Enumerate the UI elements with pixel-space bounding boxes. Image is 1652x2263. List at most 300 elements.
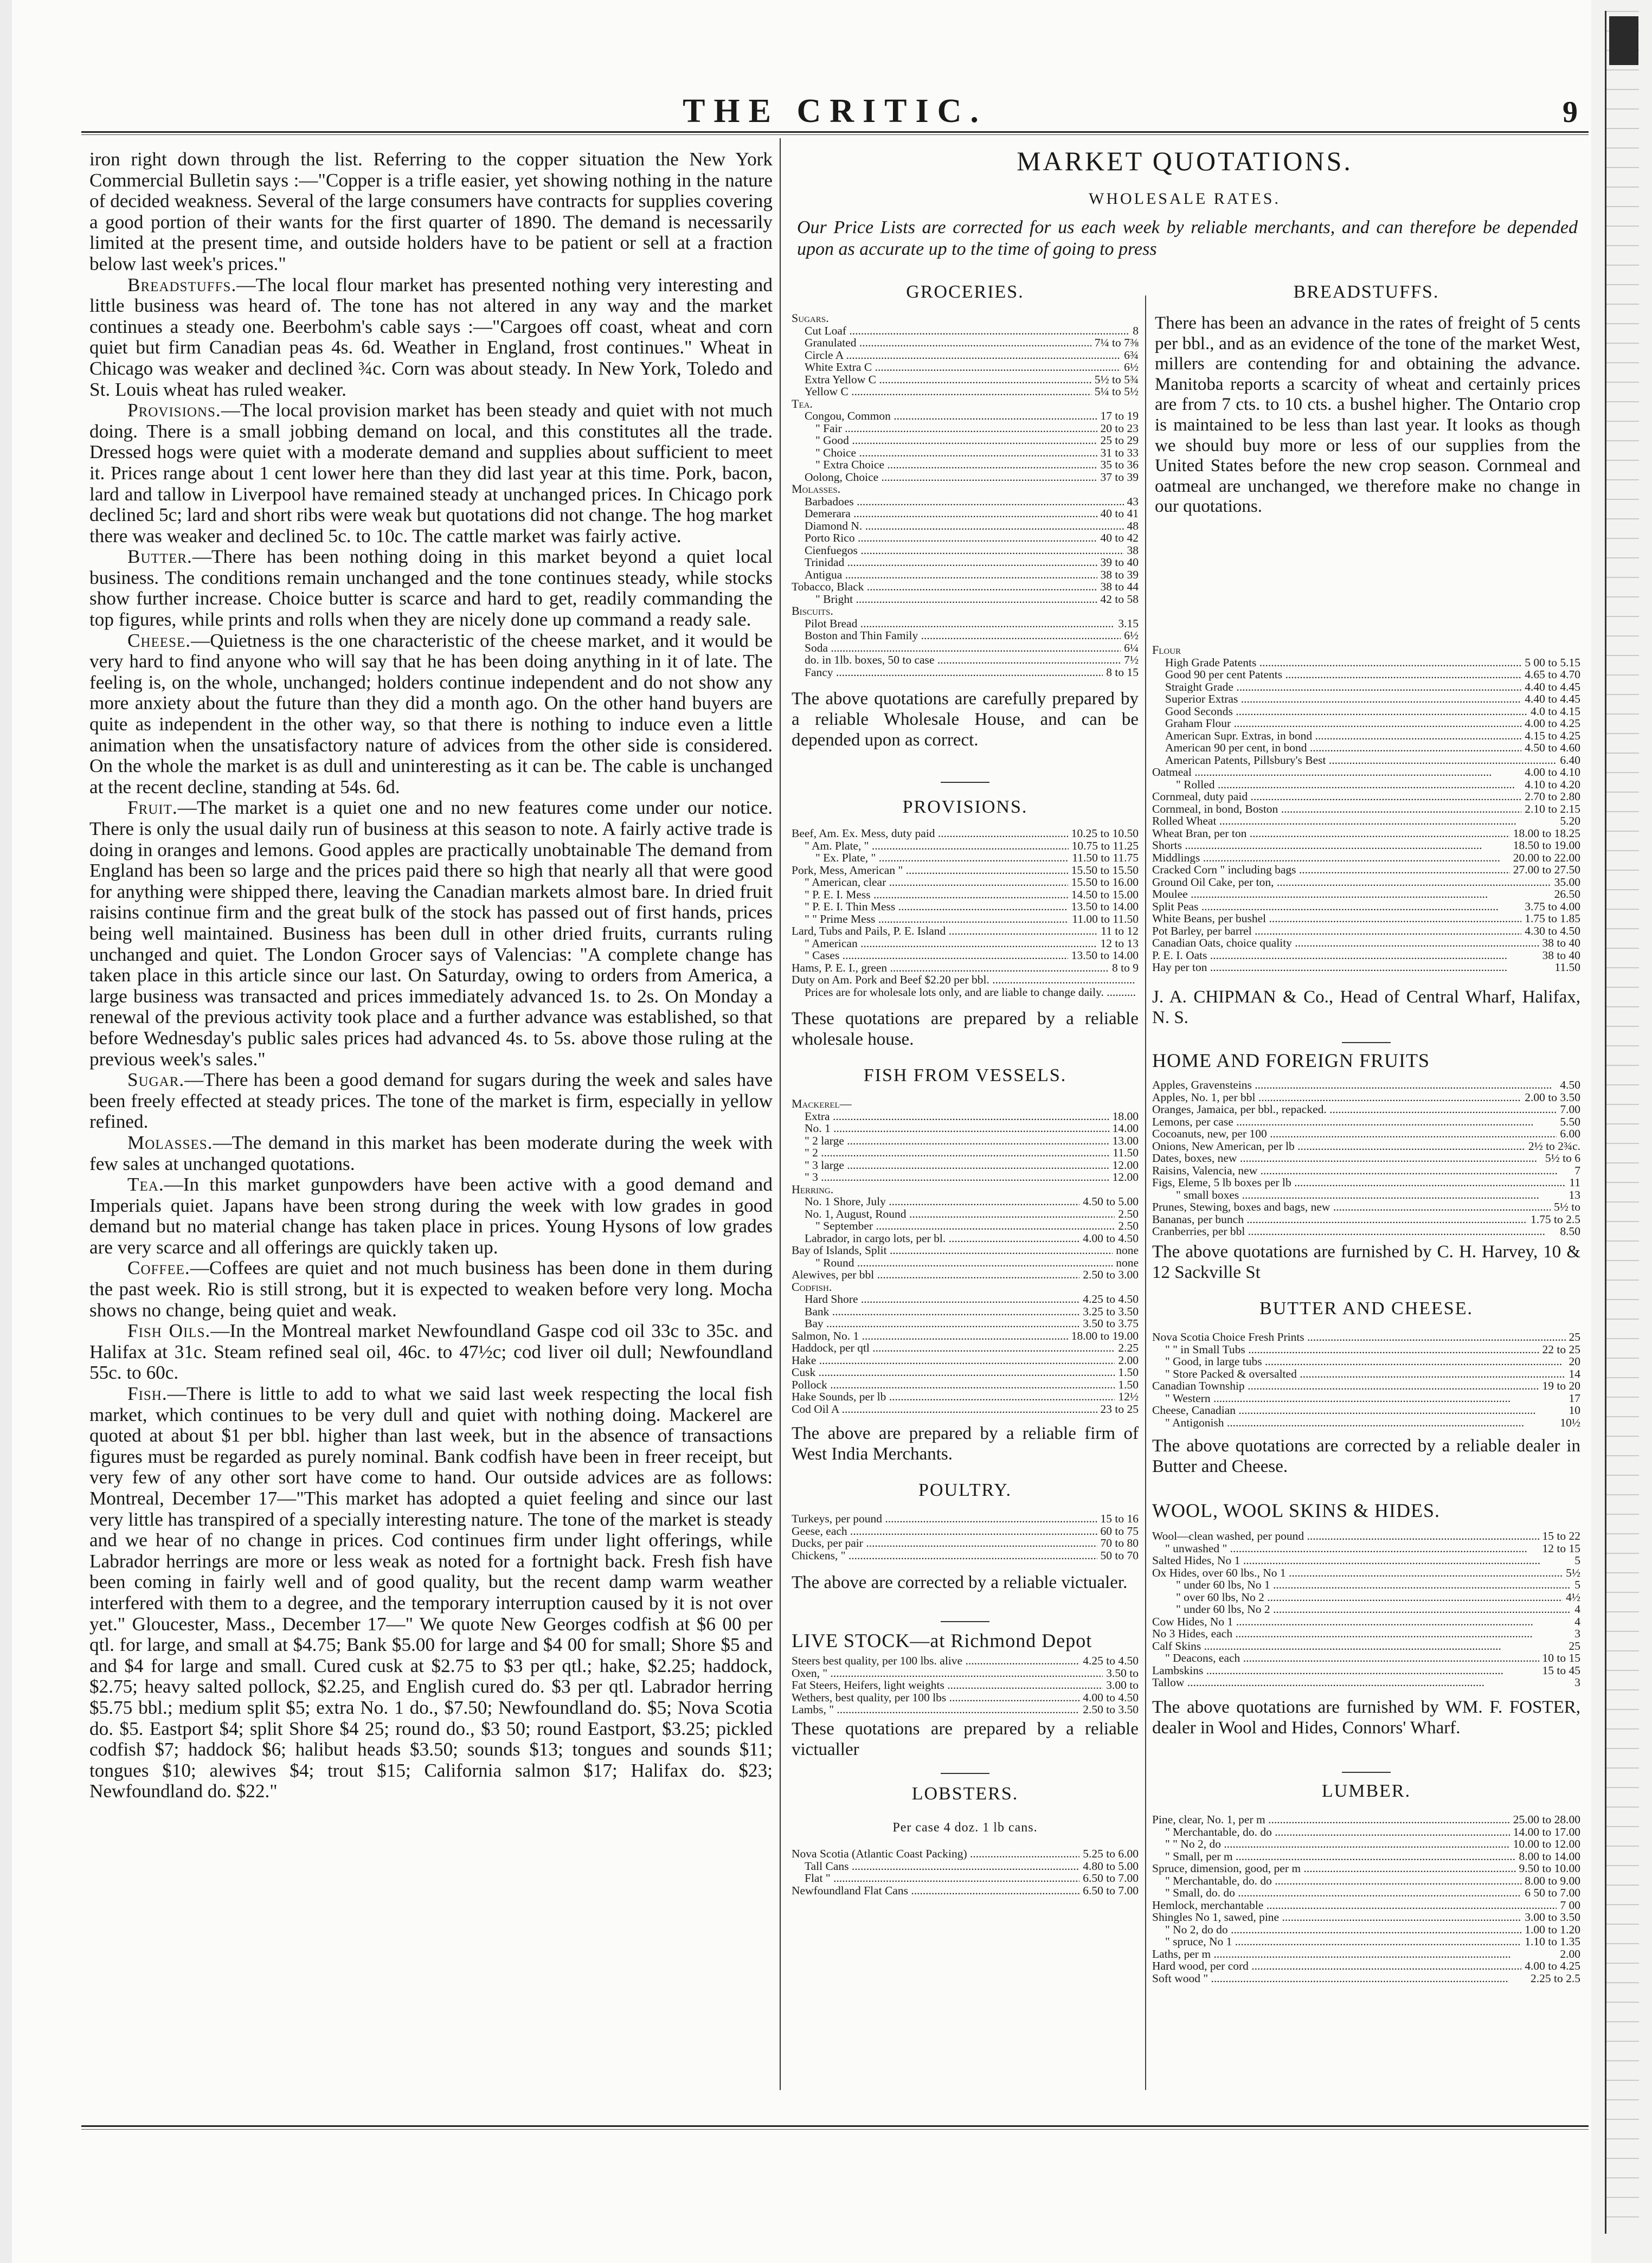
column-divider (780, 138, 781, 2090)
quotation-label: Pork, Mess, American " ..... (792, 864, 1068, 877)
quotation-row (792, 556, 1139, 569)
binding-strip (1605, 11, 1639, 2234)
quotation-price: 23 to 25 (1097, 1403, 1139, 1416)
section-rule (1342, 1772, 1391, 1773)
quotation-row (1152, 876, 1580, 889)
quotation-row (1152, 827, 1580, 840)
quotation-price: 4.10 to 4.20 (1521, 779, 1580, 791)
quotation-price: 4.80 to 5.00 (1079, 1860, 1139, 1873)
quotation-label: Steers best quality, per 100 lbs. alive ..... (792, 1655, 1079, 1667)
breadstuffs-text: There has been an advance in the rates of freight of 5 cents per bbl., and as an evidence of the tone of the market West, millers are contending for and obtaining the advance. Manitoba reports a scarcity of wheat and certainly prices are from 7 cts. to 10 cts. a bushel higher. The Ontario crop is maintained to be less than last year. It looks as though we should buy more or less of our supplies from the United States before the new crop season. Cornmeal and oatmeal are unchanged, we therefore make no change in our quotations. (1155, 313, 1580, 517)
quotation-price: 8.00 to 9.00 (1521, 1875, 1580, 1887)
quotation-price: 31 to 33 (1097, 447, 1139, 459)
quotation-label: Rolled Wheat ..... (1152, 815, 1516, 827)
quotation-label: Pollock ..... (792, 1379, 1115, 1391)
quotation-row (1152, 1116, 1580, 1128)
quotation-price: 38 to 44 (1097, 581, 1139, 593)
quotation-price: 13.00 (1109, 1135, 1139, 1147)
quotation-label: Barbadoes ..... (792, 496, 1124, 508)
quotation-row (1152, 1579, 1580, 1591)
quotation-label: " Cases ..... (792, 949, 1068, 962)
quotation-row: Flour (1152, 643, 1181, 657)
paragraph-text: —In this market gunpowders have been active with a good demand and Imperials quiet. Japans have been strong during the week with low grades in good demand but no material change has taken place in prices. Young Hysons of low grades are very scarce and all offerings are quickly taken up. (89, 1174, 773, 1258)
quotation-row (1152, 1936, 1580, 1948)
quotation-price: none (1113, 1257, 1139, 1269)
quotation-price: 3.15 (1115, 618, 1139, 630)
quotation-price: 12 to 15 (1539, 1542, 1580, 1555)
quotation-row (1152, 790, 1580, 803)
quotation-price: 15.50 to 16.00 (1068, 876, 1139, 889)
quotation-label: Apples, No. 1, per bbl ..... (1152, 1091, 1521, 1104)
masthead: THE CRITIC. (683, 93, 987, 130)
quotation-label: " American, clear ..... (792, 876, 1068, 889)
quotation-row (792, 1244, 1139, 1257)
quotation-price: 5½ to (1551, 1201, 1580, 1213)
quotation-row (792, 496, 1139, 508)
quotation-row (1152, 1652, 1580, 1664)
paragraph-lead: Tea. (127, 1174, 164, 1195)
quotation-price: 13.50 to 14.00 (1068, 901, 1139, 913)
quotation-label: Hake ..... (792, 1354, 1115, 1367)
quotation-label: Haddock, per qtl ..... (792, 1342, 1115, 1354)
paragraph-text: —The local provision market has been steady and quiet with not much doing. There is a small jobbing demand on local, and this constitutes all the trade. Dressed hogs were quiet with a moderate demand and supplies about sufficient to meet it. Prices range about 1 cent lower here than they did last year at this time. Pork, bacon, lard and tallow in Liverpool have remained steady at unchanged prices. In Chicago pork declined 5c; lard and short ribs were weak but quotations did not change. The hog market there was weaker and declined 5c. to 10c. The cattle market was fairly active. (89, 400, 773, 547)
quotation-price: 38 to 39 (1097, 569, 1139, 581)
quotation-price: 6¾ (1121, 349, 1139, 362)
quotation-label: " Am. Plate, " ..... (792, 840, 1069, 852)
quotation-label: Lambs, " ..... (792, 1703, 1079, 1716)
quotation-label: White Extra C ..... (792, 361, 1121, 374)
quotation-label: Cornmeal, in bond, Boston ..... (1152, 803, 1521, 815)
quotation-label: Congou, Common ..... (792, 410, 1097, 422)
quotation-label: No. 1 Shore, July ..... (792, 1195, 1079, 1208)
quotation-price: 4.00 to 4.50 (1079, 1232, 1139, 1245)
quotation-price: 4.00 to 4.50 (1079, 1692, 1139, 1704)
paragraph-text: —The demand in this market has been moderate during the week with few sales at unchanged quotations. (89, 1132, 773, 1174)
quotation-price: 18.00 to 18.25 (1510, 827, 1580, 840)
quotation-label: Pilot Bread ..... (792, 618, 1115, 630)
quotation-price: 3.00 to (1103, 1679, 1139, 1692)
paragraph-lead: Fruit. (127, 797, 178, 819)
quotation-price: 2.50 (1115, 1208, 1139, 1220)
quotation-row (792, 1122, 1139, 1135)
quotation-label: Flat " ..... (792, 1872, 1079, 1885)
quotation-price: 2.00 (1557, 1948, 1580, 1960)
quotation-label: " Fair ..... (792, 422, 1097, 435)
quotation-row (792, 901, 1139, 913)
quotation-label: Cornmeal, duty paid ..... (1152, 790, 1521, 803)
quotation-price: 40 to 41 (1097, 507, 1139, 520)
quotation-price: 7¼ to 7⅜ (1091, 337, 1139, 349)
quotation-label: Cow Hides, No 1 ..... (1152, 1616, 1533, 1628)
quotation-label: " P. E. I. Thin Mess ..... (792, 901, 1068, 913)
quotation-label: " Store Packed & oversalted ..... (1152, 1368, 1566, 1380)
quotation-label: Shingles No 1, sawed, pine ..... (1152, 1911, 1521, 1924)
article-paragraph (89, 1321, 773, 1384)
quotation-label: Ox Hides, over 60 lbs., No 1 ..... (1152, 1567, 1563, 1579)
quotation-label: Nova Scotia (Atlantic Coast Packing) ..... (792, 1848, 1079, 1860)
quotation-price: 37 to 39 (1097, 471, 1139, 484)
quotation-row (792, 962, 1139, 974)
quotation-label: Hard wood, per cord ..... (1152, 1960, 1521, 1972)
quotation-price: 25 (1566, 1331, 1581, 1343)
quotation-label: Tall Cans ..... (792, 1860, 1079, 1873)
quotation-row (792, 1379, 1139, 1391)
article-paragraph (89, 1174, 773, 1258)
quotation-price: 6.40 (1557, 754, 1580, 767)
quotation-row (1152, 1355, 1580, 1368)
quotation-price: 38 (1124, 544, 1139, 557)
quotation-row (1152, 901, 1580, 913)
quotation-label: Cut Loaf ..... (792, 325, 1129, 337)
quotation-price: 11.50 (1109, 1147, 1139, 1159)
quotation-price: 11 (1566, 1176, 1580, 1189)
quotation-price: 7 (1571, 1165, 1580, 1177)
quotation-row: Mackerel— (792, 1097, 852, 1110)
quotation-label: No. 1, August, Round ..... (792, 1208, 1115, 1220)
quotation-price: 8.00 to 14.00 (1516, 1850, 1580, 1863)
quotation-row (792, 986, 1139, 999)
quotation-row (792, 1366, 1139, 1379)
quotation-row (1152, 779, 1580, 791)
header-rule (81, 131, 1589, 133)
quotation-label: Nova Scotia Choice Fresh Prints ..... (1152, 1331, 1566, 1343)
quotation-label: Shorts ..... (1152, 839, 1482, 852)
quotation-label: Bay ..... (792, 1317, 1079, 1330)
quotation-price: 38 to 40 (1539, 949, 1580, 962)
paragraph-text: iron right down through the list. Referring to the copper situation the New York Commercial Bulletin says :—"Copper is a trifle easier, yet showing nothing in the nature of decided weakness. Several of the large consumers have contracts for supplies covering a good portion of their wants for the first quarter of 1890. The demand is necessarily limited at the present time, and outside holders have to be patient or sell at a fraction below last week's prices." (89, 149, 773, 274)
quotation-price: 12 to 13 (1097, 937, 1139, 950)
header-rule-thin (81, 134, 1589, 135)
quotation-row (792, 1110, 1139, 1123)
quotation-row (792, 864, 1139, 877)
quotation-row (1152, 1165, 1580, 1177)
section-rule (941, 782, 989, 783)
quotation-row (792, 1195, 1139, 1208)
quotation-label: Prunes, Stewing, boxes and bags, new ..... (1152, 1201, 1551, 1213)
quotation-row (1152, 1676, 1580, 1689)
quotation-label: Extra ..... (792, 1110, 1109, 1123)
quotation-row (1152, 1591, 1580, 1604)
quotation-price: 3.75 to 4.00 (1521, 901, 1580, 913)
quotation-label: Bank ..... (792, 1306, 1079, 1318)
quotation-row (1152, 1530, 1580, 1542)
quotation-price: 10.75 to 11.25 (1069, 840, 1139, 852)
quotation-row (1152, 681, 1580, 693)
quotation-label: Ground Oil Cake, per ton, ..... (1152, 876, 1551, 889)
quotation-row (1152, 1417, 1580, 1429)
quotation-label: Canadian Oats, choice quality ..... (1152, 937, 1539, 949)
quotation-label: Middlings ..... (1152, 852, 1500, 864)
butter-heading: BUTTER AND CHEESE. (1259, 1298, 1473, 1319)
quotation-price: 4.50 (1557, 1079, 1580, 1091)
quotation-row (792, 507, 1139, 520)
quotation-price: 5.25 to 6.00 (1079, 1848, 1139, 1860)
quotation-price: 70 to 80 (1097, 1537, 1139, 1550)
provisions-table (792, 827, 1139, 998)
quotation-price: 18.00 to 19.00 (1068, 1330, 1139, 1342)
quotation-label: P. E. I. Oats ..... (1152, 949, 1507, 962)
quotation-row (792, 1147, 1139, 1159)
poultry-note: The above are corrected by a reliable victualer. (792, 1573, 1128, 1592)
quotation-price: 20 to 23 (1097, 422, 1139, 435)
quotation-label: Granulated ..... (792, 337, 1091, 349)
quotation-price: 4.00 to 4.25 (1521, 1960, 1580, 1972)
quotation-label: " Ex. Plate, " ..... (792, 852, 1069, 864)
quotation-row (792, 459, 1139, 471)
paragraph-text: —There is little to add to what we said last week respecting the local fish market, which continues to be very dull and quiet with nothing doing. Mackerel are quoted at about $1 per bbl. higher than last week, but in the absence of transactions figures must be regarded as purely nominal. Bank codfish have been in freer receipt, but very few of any other sort have come to hand. Our outside advices are as follows: Montreal, December 17—"This market has adopted a quiet feeling and since our last very little has transpired of a specially interesting nature. The tone of the market is steady and we hear of no change in prices. Cod continues firm under light offerings, while Labrador herrings are more or less weak as noted for a fortnight back. Fresh fish have been coming in fairly well and of good quality, but the recent damp warm weather interfered with them to a degree, and the temporary interruption caused by it is not over yet." Gloucester, Mass., December 17—" We quote New Georges codfish at $6 00 per qtl. for large, and small at $4.75; Bank $5.00 for large and $4 00 for small; Shore $5 and and $4 for large and small. Cured cusk at $2.75 to $3 per qtl.; hake, $2.25; haddock, $2.75; heavy salted pollock, $2.25, and English cured do. $3 per qtl. Labrador herring $5.75 bbl.; medium split $5; extra No. 1 do., $7.50; Newfoundland do. $5; Nova Scotia do. $5. Eastport $4; split Shore $4 25; round do., $3 50; round Eastport, $3.25; pickled codfish $7; haddock $6; halibut heads $3.50; sounds $13; tongues and sounds $11; tongues $10; alewives $4; trout $15; California salmon $17; Halifax do. $23; Newfoundland do. $22." (89, 1383, 773, 1802)
quotation-price: 8.50 (1557, 1225, 1580, 1238)
quotation-price: 8 (1129, 325, 1139, 337)
quotation-price: 5.20 (1557, 815, 1580, 827)
footer-rule (81, 2125, 1589, 2127)
paragraph-lead: Coffee. (127, 1257, 190, 1279)
quotation-price: 1.75 to 1.85 (1521, 912, 1580, 925)
fish-table (792, 1098, 1139, 1415)
quotation-price: 5½ to 5¾ (1091, 374, 1139, 386)
quotation-row (792, 1513, 1139, 1525)
quotation-label: Ducks, per pair ..... (792, 1537, 1097, 1550)
quotation-price: 39 to 40 (1097, 556, 1139, 569)
quotation-row (792, 544, 1139, 557)
quotation-row (1152, 1392, 1580, 1405)
quotation-row (1152, 1176, 1580, 1189)
fruits-heading: HOME AND FOREIGN FRUITS (1152, 1050, 1430, 1071)
page-number: 9 (1563, 95, 1578, 129)
quotation-row (792, 1257, 1139, 1269)
quotation-row (1152, 1887, 1580, 1899)
quotation-label: Prices are for wholesale lots only, and are liable to change daily. ..... (792, 986, 1135, 999)
section-rule (941, 1621, 989, 1622)
quotation-label: " unwashed " ..... (1152, 1542, 1527, 1555)
quotation-price: 4.25 to 4.50 (1079, 1293, 1139, 1306)
quotation-price: 26.50 (1551, 888, 1580, 901)
quotation-label: " under 60 lbs, No 2 ..... (1152, 1603, 1570, 1616)
quotation-price: 10½ (1557, 1417, 1580, 1429)
quotation-price: 1.50 (1115, 1379, 1139, 1391)
quotation-label: Cod Oil A ..... (792, 1403, 1097, 1416)
quotation-label: Circle A ..... (792, 349, 1121, 362)
quotation-label: Lemons, per case ..... (1152, 1116, 1533, 1128)
quotation-price: 43 (1124, 496, 1139, 508)
quotation-price: 7½ (1121, 654, 1139, 666)
quotation-row (1152, 1079, 1580, 1091)
quotation-label: " under 60 lbs, No 1 ..... (1152, 1579, 1570, 1591)
quotation-row (1152, 1640, 1580, 1653)
livestock-heading: LIVE STOCK—at Richmond Depot (792, 1630, 1092, 1651)
market-quotations-intro: Our Price Lists are corrected for us each week by reliable merchants, and can therefore be depended upon as accurate up to the time of going to press (797, 217, 1578, 259)
quotation-label: Extra Yellow C ..... (792, 374, 1091, 386)
quotation-price: 15.50 to 15.50 (1068, 864, 1139, 877)
quotation-label: Soft wood " ..... (1152, 1972, 1508, 1985)
quotation-price: 3 (1571, 1676, 1580, 1689)
quotation-row (792, 618, 1139, 630)
quotation-row (1152, 1838, 1580, 1850)
article-paragraph (89, 275, 773, 401)
quotation-price: 1.00 to 1.20 (1521, 1924, 1580, 1936)
quotation-row (1152, 1189, 1580, 1201)
quotation-row (1152, 961, 1580, 974)
quotation-label: Pot Barley, per barrel ..... (1152, 925, 1521, 937)
quotation-row (1152, 766, 1580, 779)
quotation-label: Lard, Tubs and Pails, P. E. Island ..... (792, 925, 1097, 937)
quotation-row (1152, 717, 1580, 730)
quotation-label: Bay of Islands, Split ..... (792, 1244, 1113, 1257)
quotation-price: 42 to 58 (1097, 593, 1139, 606)
quotation-row (792, 1330, 1139, 1342)
quotation-row: Sugars. (792, 311, 829, 325)
quotation-row (792, 1269, 1139, 1281)
quotation-price: 27.00 to 27.50 (1510, 864, 1580, 876)
quotation-label: " Rolled ..... (1152, 779, 1515, 791)
livestock-table (792, 1655, 1139, 1716)
quotation-price: 10 to 15 (1539, 1652, 1580, 1664)
quotation-label: " American ..... (792, 937, 1097, 950)
quotation-label: Tallow ..... (1152, 1676, 1484, 1689)
article-paragraph (89, 1133, 773, 1174)
quotation-label: Cienfuegos ..... (792, 544, 1124, 557)
quotation-row (1152, 1850, 1580, 1863)
quotation-row (1152, 1924, 1580, 1936)
quotation-label: " Merchantable, do. do ..... (1152, 1875, 1521, 1887)
quotation-label: Fancy ..... (792, 666, 1103, 679)
quotation-row (792, 593, 1139, 606)
wool-note: The above quotations are furnished by WM. F. FOSTER, dealer in Wool and Hides, Connors' Wharf. (1152, 1698, 1580, 1738)
quotation-price: 35 to 36 (1097, 459, 1139, 471)
breadstuffs-table (1152, 644, 1580, 974)
quotation-label: Antigua ..... (792, 569, 1097, 581)
quotation-label: Pine, clear, No. 1, per m ..... (1152, 1814, 1510, 1826)
section-rule (1342, 1042, 1391, 1043)
quotation-label: Moulee ..... (1152, 888, 1488, 901)
quotation-row (1152, 864, 1580, 876)
breadstuffs-dealer: J. A. CHIPMAN & Co., Head of Central Wharf, Halifax, N. S. (1152, 987, 1580, 1027)
quotation-row (792, 1342, 1139, 1354)
quotation-label: Wethers, best quality, per 100 lbs ..... (792, 1692, 1079, 1704)
quotation-price: 4.00 to 4.10 (1521, 766, 1580, 779)
quotation-label: " Small, per m ..... (1152, 1850, 1516, 1863)
quotation-label: Onions, New American, per lb ..... (1152, 1140, 1525, 1153)
quotation-label: White Beans, per bushel ..... (1152, 912, 1521, 925)
quotation-row (1152, 1911, 1580, 1924)
livestock-note: These quotations are prepared by a reliable victualler (792, 1719, 1139, 1759)
quotation-label: Beef, Am. Ex. Mess, duty paid ..... (792, 827, 1068, 840)
section-rule (941, 1773, 989, 1774)
quotation-row (792, 840, 1139, 852)
quotation-label: " Round ..... (792, 1257, 1113, 1269)
quotation-row (792, 974, 1139, 986)
quotation-label: Newfoundland Flat Cans ..... (792, 1885, 1079, 1897)
quotation-row (1152, 1404, 1580, 1417)
quotation-label: Geese, each ..... (792, 1525, 1097, 1538)
quotation-price: 4.15 to 4.25 (1521, 730, 1580, 742)
quotation-label: Demerara ..... (792, 507, 1097, 520)
quotation-row (1152, 1542, 1580, 1555)
quotation-price: 5 00 to 5.15 (1521, 657, 1580, 669)
quotation-price: 2.50 (1115, 1220, 1139, 1232)
quotation-label: Hay per ton ..... (1152, 961, 1507, 974)
fruits-table (1152, 1079, 1580, 1238)
quotation-row (1152, 1128, 1580, 1140)
quotation-row (792, 654, 1139, 666)
quotation-label: " " No 2, do ..... (1152, 1838, 1510, 1850)
quotation-label: Porto Rico ..... (792, 532, 1097, 544)
quotation-row (1152, 888, 1580, 901)
quotation-label: Good 90 per cent Patents ..... (1152, 668, 1521, 681)
quotation-row (792, 325, 1139, 337)
page-left-edge (0, 0, 12, 2263)
quotation-label: " 2 large ..... (792, 1135, 1109, 1147)
quotation-price: 1.10 to 1.35 (1521, 1936, 1580, 1948)
provisions-heading: PROVISIONS. (902, 797, 1028, 817)
quotation-price: 2.50 to 3.00 (1079, 1269, 1139, 1281)
quotation-label: Alewives, per bbl ..... (792, 1269, 1079, 1281)
article-paragraph (89, 1258, 773, 1321)
quotation-price: 6.50 to 7.00 (1079, 1872, 1139, 1885)
lobsters-heading: LOBSTERS. (911, 1784, 1019, 1804)
quotation-price: 17 to 19 (1097, 410, 1139, 422)
quotation-price: 6.00 (1557, 1128, 1580, 1140)
quotation-row (1152, 1368, 1580, 1380)
quotation-row (1152, 1616, 1580, 1628)
quotation-price: 13.50 to 14.00 (1068, 949, 1139, 962)
quotation-label: No 3 Hides, each ..... (1152, 1628, 1533, 1640)
fruits-note: The above quotations are furnished by C. H. Harvey, 10 & 12 Sackville St (1152, 1242, 1580, 1282)
quotation-row (792, 447, 1139, 459)
quotation-label: Fat Steers, Heifers, light weights ..... (792, 1679, 1103, 1692)
quotation-price: 2.70 to 2.80 (1521, 790, 1580, 803)
quotation-label: American Supr. Extras, in bond ..... (1152, 730, 1521, 742)
article-paragraph (89, 631, 773, 798)
quotation-row (1152, 754, 1580, 767)
quotation-row (792, 1171, 1139, 1184)
quotation-label: " 3 ..... (792, 1171, 1109, 1184)
quotation-label: Canadian Township ..... (1152, 1380, 1539, 1392)
quotation-row (792, 1679, 1139, 1692)
article-paragraph (89, 149, 773, 275)
quotation-price: 19 to 20 (1539, 1380, 1580, 1392)
quotation-row (792, 666, 1139, 679)
quotation-row: Biscuits. (792, 604, 833, 618)
quotation-label: " 2 ..... (792, 1147, 1109, 1159)
quotation-price: 8 to 15 (1103, 666, 1139, 679)
quotation-row (792, 1403, 1139, 1416)
quotation-price: 2.25 to 2.5 (1527, 1972, 1580, 1985)
lobsters-subheading: Per case 4 doz. 1 lb cans. (892, 1821, 1038, 1835)
quotation-label: Oranges, Jamaica, per bbl., repacked. ..... (1152, 1103, 1557, 1116)
quotation-label: " spruce, No 1 ..... (1152, 1936, 1521, 1948)
quotation-row (1152, 852, 1580, 864)
paragraph-text: —There has been nothing doing in this market beyond a quiet local business. The conditions remain unchanged and the tone continues steady, while stocks show further increase. Choice butter is scarce and hard to get, readily commanding the top figures, while prints and rolls when they are nicely done up command a ready sale. (89, 546, 773, 631)
quotation-row (1152, 949, 1580, 962)
quotation-price: 2.00 (1115, 1354, 1139, 1367)
quotation-label: Bananas, per bunch ..... (1152, 1213, 1527, 1226)
quotation-row: Codfish. (792, 1280, 832, 1294)
paragraph-text: —The market is a quiet one and no new features come under our notice. There is only the usual daily run of business at this season to note. A fairly active trade is doing in oranges and lemons. Good apples are practically unobtainable The demand from England has been so large and the prices paid there so high that nearly all that were good for anything were shipped there, leaving the Canadian markets almost bare. In dried fruit raisins continue firm and the great bulk of the stock has passed out of first hands, prices being well maintained. Business has been dull in other dried fruits, currants ruling unchanged and quiet. The London Grocer says of Valencias: "A complete change has taken place in this article since our last. On Saturday, owing to orders from America, a large business was transacted and prices immediately advanced 1s. to 2s. On Monday a renewal of the previous activity took place and a further advance was established, so that before Wednesday's public sales prices had advanced 4s. to 5s. above those ruling at the previous week's sales." (89, 797, 773, 1070)
quotation-label: Straight Grade ..... (1152, 681, 1521, 693)
quotation-label: " Bright ..... (792, 593, 1097, 606)
quotation-label: Apples, Gravensteins ..... (1152, 1079, 1552, 1091)
quotation-price: 7 00 (1557, 1899, 1580, 1912)
quotation-label: " small boxes ..... (1152, 1189, 1539, 1201)
article-paragraph (89, 1070, 773, 1133)
quotation-label: Diamond N. ..... (792, 520, 1124, 532)
article-paragraph (89, 798, 773, 1070)
quotation-row (1152, 839, 1580, 852)
quotation-label: Oatmeal ..... (1152, 766, 1492, 779)
quotation-row (1152, 803, 1580, 815)
quotation-row (1152, 742, 1580, 754)
quotation-row (792, 569, 1139, 581)
